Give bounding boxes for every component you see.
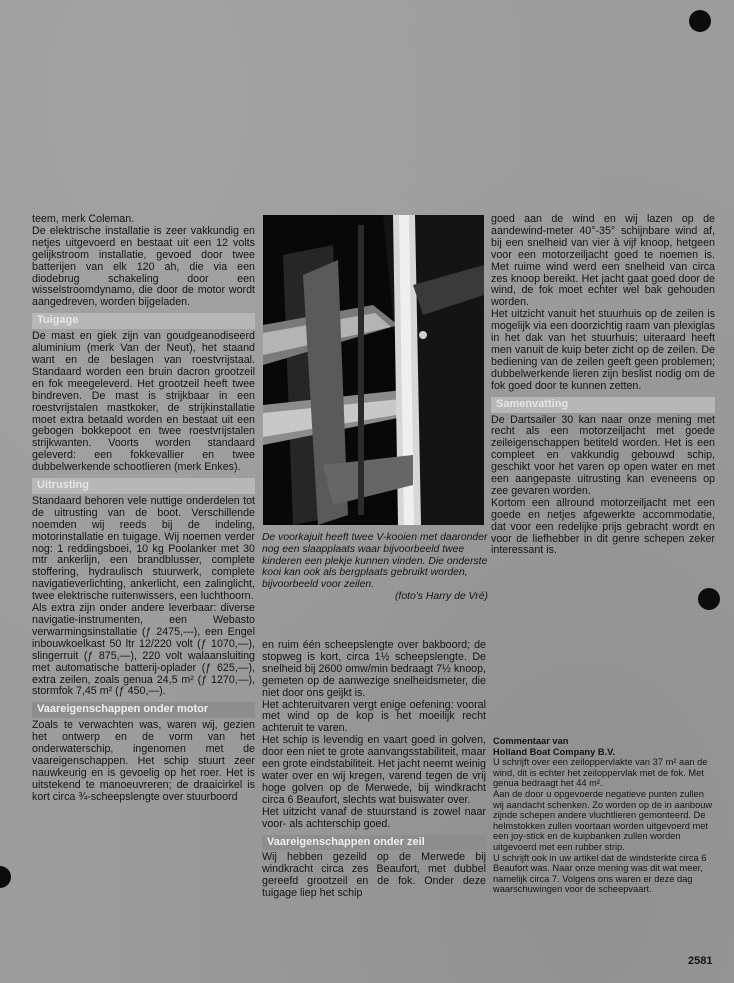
binder-hole-top xyxy=(689,10,711,32)
paragraph: De Dartsailer 30 kan naar onze mening met recht als een motorzeiljacht met goede zeileigenschappen betiteld worden. Het is een compleet en vakkundig gebouwd schip, geschikt voor het varen op open water en met een aangepaste uitrusting kan eveneens op zee gevaren worden. Kortom een allround motorzeiljacht met een goede en netjes afgewerkte accommodatie, dat voor een redelijke prijs gebracht wordt en voor de liefhebber in dit genre schepen zeker interessant is. xyxy=(491,413,715,557)
commentary-company: Holland Boat Company B.V. xyxy=(493,746,616,757)
photo-credit: (foto's Harry de Vré) xyxy=(394,590,488,602)
caption-text: De voorkajuit heeft twee V-kooien met daaronder nog een slaapplaats waar bijvoorbeeld twee kinderen een plekje kunnen vinden. Die onderste kooi kan ook als bergplaats gebruikt worden, bijvoorbeeld voor zeilen. xyxy=(262,532,488,591)
section-heading-uitrusting: Uitrusting xyxy=(32,478,255,494)
column-middle xyxy=(262,640,486,900)
cabin-photo-illustration xyxy=(263,215,484,525)
binder-hole-middle xyxy=(698,588,720,610)
section-heading-tuigage: Tuigage xyxy=(32,313,255,329)
interior-cabin-photo xyxy=(263,215,484,525)
paragraph: teem, merk Coleman. De elektrische installatie is zeer vakkundig en netjes uitgevoerd en bestaat uit een 12 volts gelijkstroom installatie, gevoed door twee batterijen van elk 120 ah, die via een diodebrug schakeling door een wisselstroomdynamo, die door de motor wordt aangedreven, worden bijgeladen. xyxy=(32,213,255,309)
paragraph: De mast en giek zijn van goudgeanodiseerd aluminium (merk Van der Neut), het staand want en de beslagen van roestvrijstaal. Standaard worden een bruin dacron grootzeil en fok meegeleverd. Het grootzeil heeft twee bindreven. De mast is strijkbaar in een roestvrijstalen mastkoker, de strijkinstallatie moet extra betaald worden en bestaat uit een gebogen bokkepoot en twee roestvrijstalen strijkwanten. Voorts worden standaard geleverd: een fokkevallier en twee dubbelwerkende schootlieren (merk Enkes). xyxy=(32,330,255,474)
commentary-heading: Commentaar van xyxy=(493,736,569,746)
photo-caption xyxy=(262,532,488,603)
company-commentary xyxy=(493,736,713,895)
section-heading-samenvatting: Samenvatting xyxy=(491,397,715,413)
column-right xyxy=(491,214,715,557)
paragraph: Standaard behoren vele nuttige onderdelen tot de uitrusting van de boot. Verschillende noemden wij reeds bij de indeling, motorinstallatie en tuigage. Wij noemen verder nog: 1 reddingsboei, 10 kg Poolanker met 30 mtr ankerlijn, een brandblusser, complete stoffering, hydraulisch stuurwerk, complete navigatieverlichting, ankerlicht, een zalinglicht, twee elektrische ruitenwissers, een luchthoorn. Als extra zijn onder andere leverbaar: diverse navigatie-instrumenten, een Webasto verwarmingsinstallatie (ƒ 2475,—), een Engel inbouwkoelkast 50 ltr 12/220 volt (ƒ 1070,—), slingerruit (ƒ 875,—), 220 volt walaansluiting met automatische batterij-oplader (ƒ 625,—), extra zeilen, zoals genua 24,5 m² (ƒ 1270,—), stormfok 7,45 m² (ƒ 450,—). xyxy=(32,494,255,698)
page-number: 2581 xyxy=(688,955,713,967)
paragraph: goed aan de wind en wij lazen op de aandewind-meter 40°-35° schijnbare wind af, bij een snelheid van vier à vijf knoop, hetgeen voor een motorzeiljacht goed te noemen is. Met ruime wind werd een snelheid van circa zes knoop bereikt. Het jacht gaat goed door de wind, de fok moet echter wel bak gehouden worden. Het uitzicht vanuit het stuurhuis op de zeilen is mogelijk via een doorzichtig raam van plexiglas in het dak van het stuurhuis; uiteraard heeft men vanuit de kuip beter zicht op de zeilen. De bediening van de zeilen geeft geen problemen; dubbelwerkende lieren zijn beslist nodig om de fok goed door te kunnen zetten. xyxy=(491,213,715,392)
section-heading-motor: Vaareigenschappen onder motor xyxy=(32,702,255,718)
paragraph: en ruim één scheepslengte over bakboord; de stopweg is kort, circa 1½ scheepslengte. De snelheid bij 2600 omw/min bedraagt 7½ knoop, gemeten op de aanwezige snelheidsmeter, die niet door ons geijkt is. Het achteruitvaren vergt enige oefening: vooral met wind op de kop is het moeilijk recht achteruit te varen. Het schip is levendig en vaart goed in golven, door een niet te grote aanvangsstabiliteit, maar een grote eindstabiliteit. Het jacht neemt weinig water over en wij kregen, varend tegen de vrij hoge golven op de Merwede, bij windkracht circa 6 Beaufort, slechts wat buiswater over. Het uitzicht vanaf de stuurstand is zowel naar voor- als achterschip goed. xyxy=(262,639,486,830)
paragraph: Wij hebben gezeild op de Merwede bij windkracht circa zes Beaufort, met dubbel gereefd grootzeil en de fok. Onder deze tuigage liep het schip xyxy=(262,851,486,900)
section-heading-zeil: Vaareigenschappen onder zeil xyxy=(262,835,486,851)
binder-hole-left xyxy=(0,866,11,888)
commentary-text: U schrijft over een zeiloppervlakte van 37 m² aan de wind, dit is echter het zeiloppervlak met de fok. Met genua bedraagt het 44 m². Aan de door u opgevoerde negatieve punten zullen wij aandacht schenken. Zo worden op de in aanbouw zijnde schepen andere vluchtlieren gemonteerd. De helmstokken zullen voortaan worden uitgevoerd met een joy-stick en de kuipbanken zullen worden uitgevoerd met een rubber strip. U schrijft ook in uw artikel dat de windsterkte circa 6 Beaufort was. Naar onze mening was dit wat meer, namelijk circa 7. Volgens ons waren er deze dag waarschuwingen voor de scheepvaart. xyxy=(493,757,713,895)
paragraph: Zoals te verwachten was, waren wij, gezien het ontwerp en de vorm van het onderwaterschip, ingenomen met de vaareigenschappen. Het schip stuurt zeer nauwkeurig en is gevoelig op het roer. Het is uitstekend te manoeuvreren; de draaicirkel is kort circa ¾-scheepslengte over stuurboord xyxy=(32,719,255,803)
column-left xyxy=(32,214,255,804)
